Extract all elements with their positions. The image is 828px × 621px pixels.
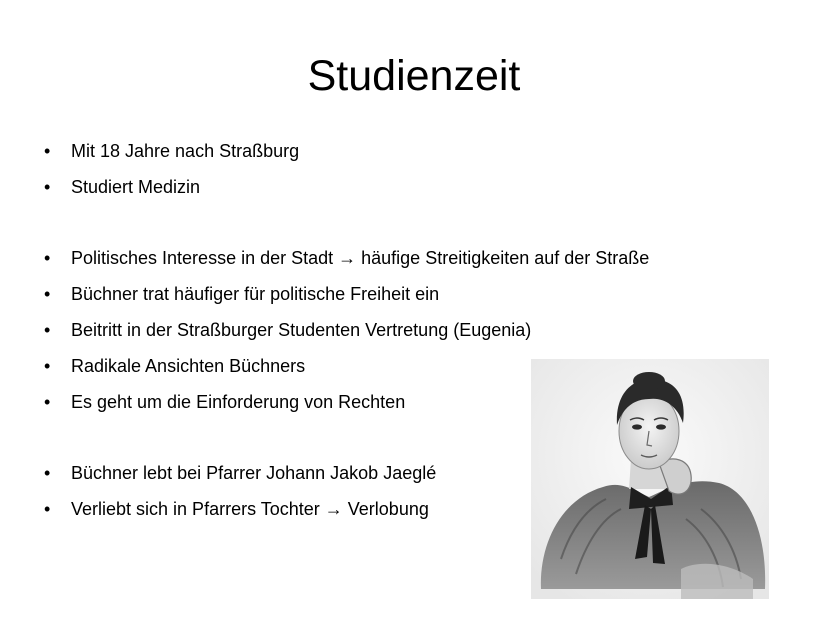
bullet-text: Studiert Medizin	[71, 177, 201, 197]
bullet-dot: •	[44, 284, 51, 304]
bullet-text: Mit 18 Jahre nach Straßburg	[71, 141, 300, 161]
slide-title: Studienzeit	[307, 52, 521, 100]
bullet-dot: •	[44, 356, 51, 376]
bullet-dot: •	[44, 463, 51, 483]
bullet-dot: •	[44, 177, 51, 197]
eye-right	[656, 424, 666, 429]
bullet-text: Verliebt sich in Pfarrers Tochter → Verlobung	[71, 499, 429, 519]
bullet-text: Büchner trat häufiger für politische Freiheit ein	[71, 284, 440, 304]
eye-left	[632, 424, 642, 429]
bullet-text: Politisches Interesse in der Stadt → häufige Streitigkeiten auf der Straße	[71, 248, 650, 268]
bullet-text: Radikale Ansichten Büchners	[71, 356, 306, 376]
bullet-text: Es geht um die Einforderung von Rechten	[71, 392, 406, 412]
bullet-text: Beitritt in der Straßburger Studenten Vertretung (Eugenia)	[71, 320, 532, 340]
portrait-image	[531, 359, 769, 599]
bullet-dot: •	[44, 320, 51, 340]
bullet-dot: •	[44, 248, 51, 268]
bullet-dot: •	[44, 141, 51, 161]
portrait-drawing	[531, 359, 769, 599]
bullet-dot: •	[44, 392, 51, 412]
hair-bun	[633, 372, 665, 390]
bullet-dot: •	[44, 499, 51, 519]
bullet-text: Büchner lebt bei Pfarrer Johann Jakob Jaeglé	[71, 463, 437, 483]
